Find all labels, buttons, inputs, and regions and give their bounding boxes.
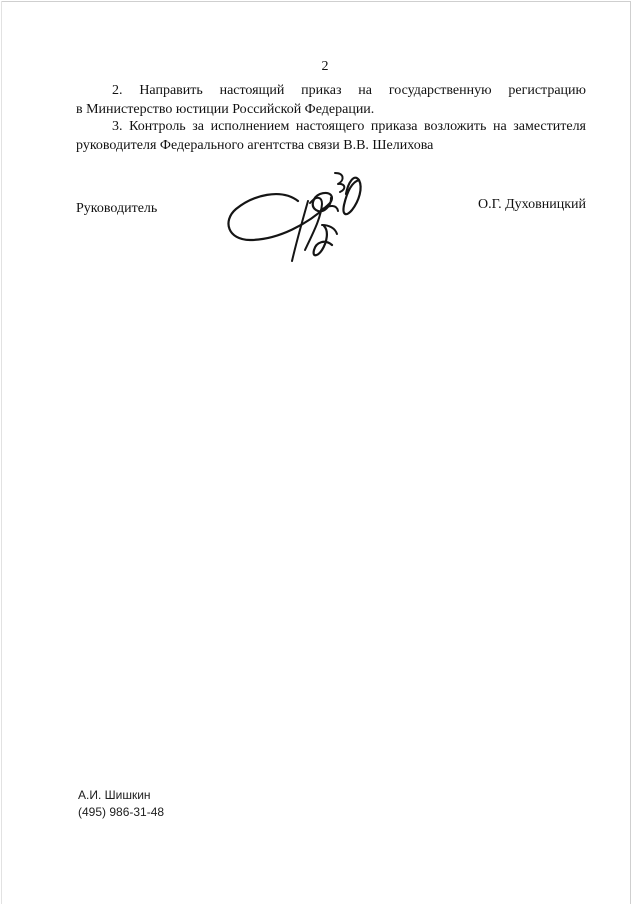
paragraph-3-line-2: руководителя Федерального агентства связи В.В. Шелихова bbox=[76, 138, 434, 153]
handwritten-signature-icon bbox=[226, 170, 372, 266]
contact-phone: (495) 986-31-48 bbox=[78, 805, 165, 819]
page-left-border bbox=[1, 1, 2, 904]
contact-name: А.И. Шишкин bbox=[78, 788, 151, 802]
contact-block bbox=[78, 787, 164, 821]
signatory-title: Руководитель bbox=[76, 201, 158, 216]
paragraph-3-line-1: 3. Контроль за исполнением настоящего приказа возложить на заместителя bbox=[112, 119, 586, 134]
paragraph-2-line-1: 2. Направить настоящий приказ на государственную регистрацию bbox=[112, 83, 586, 98]
page-right-border bbox=[630, 1, 631, 904]
paragraph-3 bbox=[76, 117, 586, 155]
paragraph-2 bbox=[76, 81, 586, 119]
page-top-border bbox=[1, 1, 630, 2]
paragraph-2-line-2: в Министерство юстиции Российской Федерации. bbox=[76, 102, 375, 117]
signatory-name: О.Г. Духовницкий bbox=[477, 197, 586, 212]
page-number: 2 bbox=[321, 59, 329, 74]
